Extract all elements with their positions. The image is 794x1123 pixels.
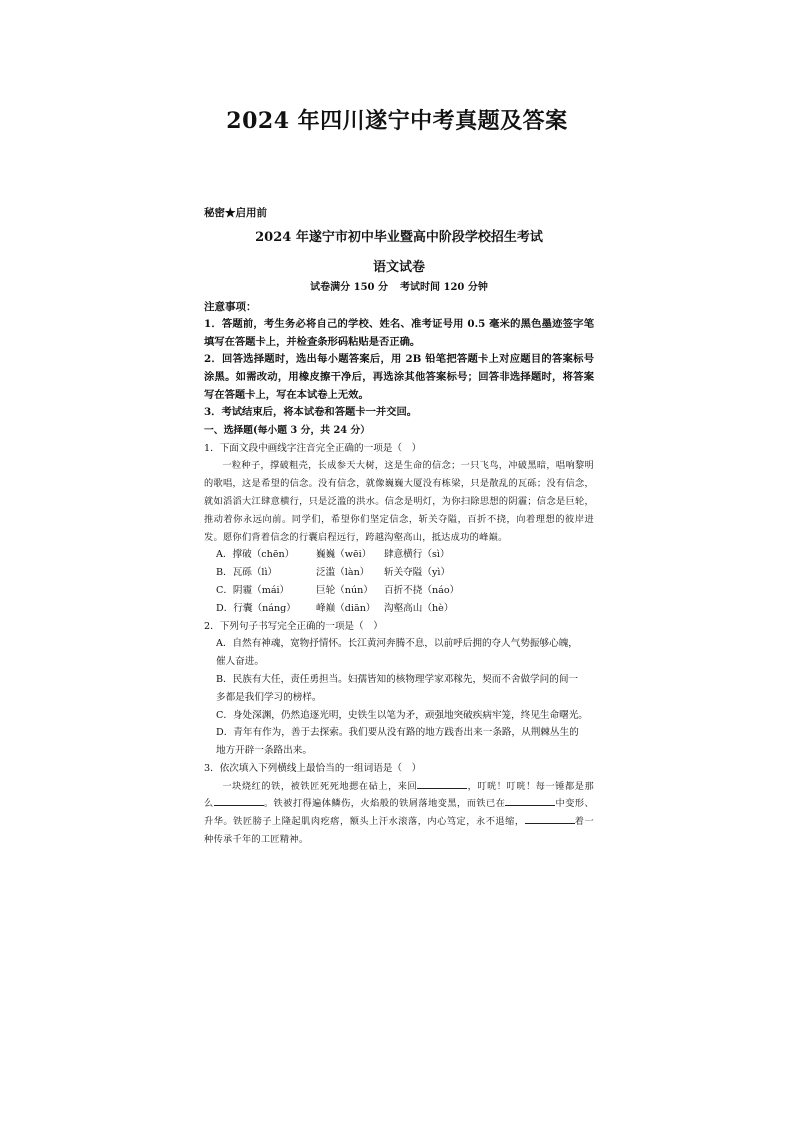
option-text: C．身处深渊，仍然追逐光明，史铁生以笔为矛，顽强地突破疾病牢笼，终见生命曙光。	[216, 709, 588, 721]
score-info: 试卷满分 150 分	[310, 281, 388, 293]
option-word: B．瓦砾（lì）	[216, 567, 278, 579]
question-3-stem: 3．依次填入下列横线上最恰当的一组词语是（ ）	[204, 762, 422, 774]
secret-label: 秘密★启用前	[204, 207, 267, 219]
option-word: 沟壑高山（hè）	[384, 602, 454, 614]
notice-item-1: 1．答题前，考生务必将自己的学校、姓名、准考证号用 0.5 毫米的黑色墨迹签字笔填写在答题卡上，并检查条形码粘贴是否正确。	[204, 318, 594, 348]
option-word: 肆意横行（sì）	[384, 549, 450, 561]
question-2-option-a-cont: 催人奋进。	[216, 656, 264, 668]
option-word: C．阴霾（mái）	[216, 584, 290, 596]
passage-text: 。铁被打得遍体鳞伤，火焰般的铁屑落地变黑，而铁已在	[263, 798, 506, 810]
notice-item-2: 2．回答选择题时，选出每小题答案后，用 2B 铅笔把答题卡上对应题目的答案标号涂黑。如需改动，用橡皮擦干净后，再选涂其他答案标号；回答非选择题时，将答案写在答题卡上，写在本试卷上无效。	[204, 353, 594, 401]
answer-blank	[417, 779, 467, 789]
option-word: 巍巍（wēi）	[316, 549, 372, 561]
answer-blank	[214, 796, 264, 806]
passage-text: 中变形、升华。铁匠膀子上隆起肌肉疙瘩，额头上汗水滚落，内心笃定，永不退缩，	[204, 798, 595, 828]
page-title: 2024 年四川遂宁中考真题及答案	[226, 108, 568, 134]
question-2-option-b	[204, 671, 594, 689]
passage-text: 着一种传承千年的工匠精神。	[204, 816, 594, 846]
time-info: 考试时间 120 分钟	[400, 281, 488, 293]
answer-blank	[505, 796, 555, 806]
question-2-stem: 2．下列句子书写完全正确的一项是（ ）	[204, 620, 383, 632]
question-2-option-c	[204, 707, 594, 725]
question-1-stem: 1．下面文段中画线字注音完全正确的一项是（ ）	[204, 442, 422, 454]
option-text: A．自然有神魂，宽物抒情怀。长江黄河奔腾不息，以前呼后拥的夺人气势振够心魄，	[216, 638, 578, 650]
option-word: 斩关夺隘（yì）	[384, 567, 451, 579]
question-1-option-d	[204, 600, 594, 618]
notice-item-3: 3．考试结束后，将本试卷和答题卡一并交回。	[204, 406, 418, 419]
score-line	[204, 279, 594, 297]
question-1-option-a	[204, 546, 594, 564]
option-word: D．行囊（náng）	[216, 602, 296, 614]
question-2-option-d-cont: 地方开辟一条路出来。	[216, 745, 312, 757]
notice-heading: 注意事项：	[204, 300, 257, 313]
exam-paper-scan	[204, 205, 594, 849]
question-2-option-d	[204, 724, 594, 742]
question-3-passage	[204, 778, 594, 849]
option-word: 泛滥（làn）	[316, 567, 370, 579]
option-text: D．青年有作为，善于去探索。我们要从没有路的地方践沓出来一条路，从荆棘丛生的	[216, 727, 579, 739]
passage-text: 一块烧红的铁，被铁匠死死地摁在砧上，来回	[222, 780, 418, 792]
section-heading: 一、选择题(每小题 3 分，共 24 分）	[204, 424, 371, 436]
passage-text: ，叮咣！叮咣！每一锤都是那么	[204, 780, 595, 810]
question-2-option-a	[204, 635, 594, 653]
option-word: 峰巅（diān）	[316, 602, 376, 614]
question-1-passage: 一粒种子，撑破粗壳，长成参天大树，这是生命的信念；一只飞鸟，冲破黑暗，唱响黎明的歌唱，这是希望的信念。没有信念，就像巍巍大厦没有栋梁，只是散乱的瓦砾；没有信念，就如滔滔大江肆意横行，只是泛滥的洪水。信念是明灯，为你扫除思想的阴霾；信念是巨轮，推动着你永远向前。同学们，希望你们坚定信念，斩关夺隘，百折不挠，向着理想的彼岸进发。愿你们背着信念的行囊启程远行，跨越沟壑高山，抵达成功的峰巅。	[204, 460, 594, 543]
answer-blank	[525, 814, 575, 824]
option-word: A．撑破（chēn）	[216, 549, 295, 561]
question-1-option-c	[204, 582, 594, 600]
option-text: B．民族有大任，责任勇担当。妇孺皆知的核物理学家邓稼先，契而不舍做学问的间一	[216, 673, 579, 685]
exam-title: 2024 年遂宁市初中毕业暨高中阶段学校招生考试	[255, 229, 543, 245]
option-word: 巨轮（nún）	[316, 584, 373, 596]
subject-title: 语文试卷	[372, 259, 425, 275]
question-2-option-b-cont: 多都是我们学习的榜样。	[216, 691, 322, 703]
question-1-option-b	[204, 564, 594, 582]
option-word: 百折不挠（náo）	[384, 584, 460, 596]
